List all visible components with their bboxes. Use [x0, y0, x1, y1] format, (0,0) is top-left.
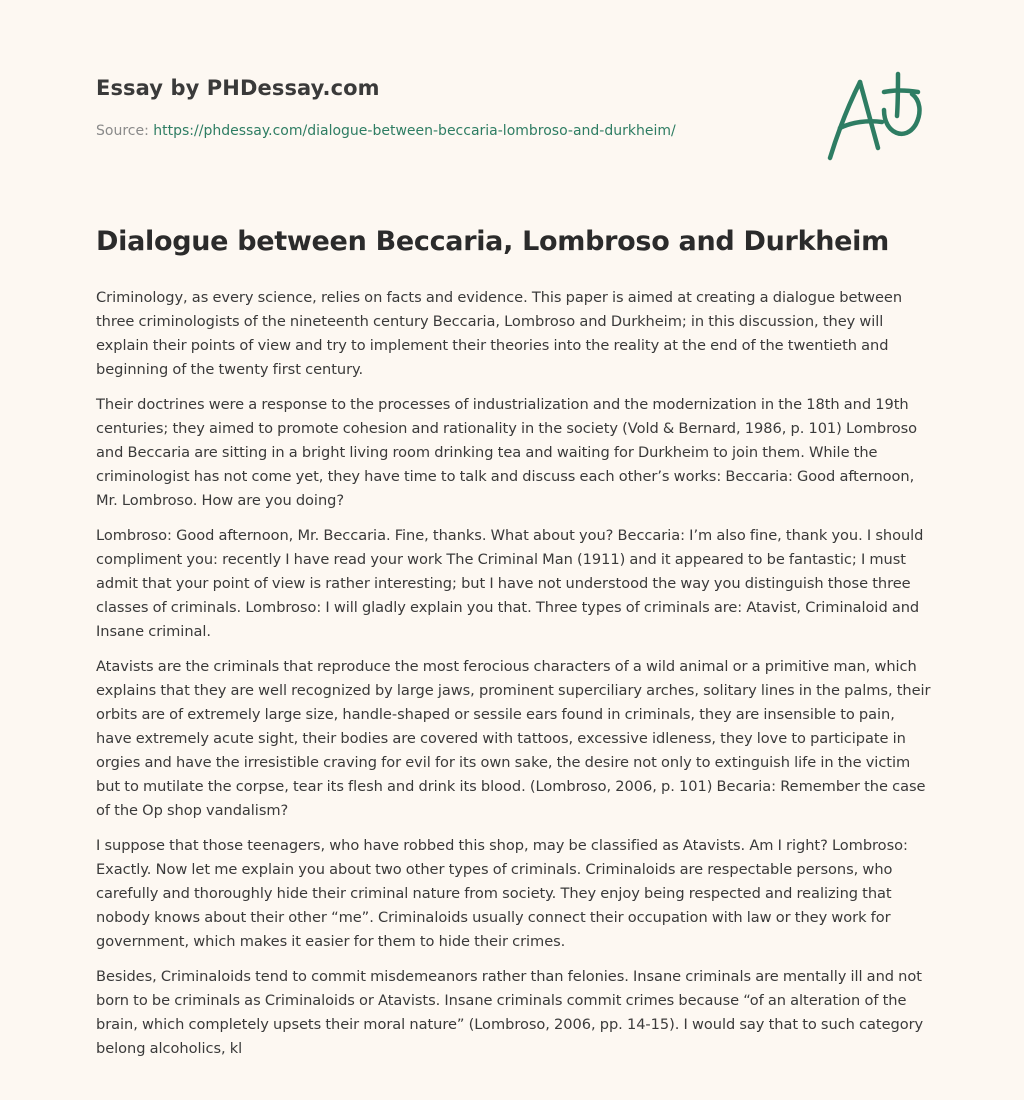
source-link[interactable]: https://phdessay.com/dialogue-between-beccaria-lombroso-and-durkheim/	[153, 123, 676, 139]
essay-body	[96, 286, 931, 1072]
source-line	[96, 123, 676, 139]
essay-paragraph: Lombroso: Good afternoon, Mr. Beccaria. Fine, thanks. What about you? Beccaria: I’m also fine, thank you. I should compliment you: recently I have read your work The Criminal Man (1911) and it appeared to be fantastic; I must admit that your point of view is rather interesting; but I have not understood the way you distinguish those three classes of criminals. Lombroso: I will gladly explain you that. Three types of criminals are: Atavist, Criminaloid and Insane criminal.	[96, 527, 924, 640]
essay-paragraph: Criminology, as every science, relies on facts and evidence. This paper is aimed at creating a dialogue between three criminologists of the nineteenth century Beccaria, Lombroso and Durkheim; in this discussion, they will explain their points of view and try to implement their theories into the reality at the end of the twentieth and beginning of the twenty first century.	[96, 289, 903, 378]
source-label: Source:	[96, 123, 149, 139]
essay-paragraph: Atavists are the criminals that reproduce the most ferocious characters of a wild animal or a primitive man, which explains that they are well recognized by large jaws, prominent superciliary arches, solitary lines in the palms, their orbits are of extremely large size, handle-shaped or sessile ears found in criminals, they are insensible to pain, have extremely acute sight, their bodies are covered with tattoos, excessive idleness, they love to participate in orgies and have the irresistible craving for evil for its own sake, the desire not only to extinguish life in the victim but to mutilate the corpse, tear its flesh and drink its blood. (Lombroso, 2006, p. 101) Becaria: Remember the case of the Op shop vandalism?	[96, 658, 931, 819]
essay-title: Dialogue between Beccaria, Lombroso and Durkheim	[96, 226, 889, 257]
a-plus-logo-icon	[822, 70, 928, 164]
essay-paragraph: Their doctrines were a response to the processes of industrialization and the modernization in the 18th and 19th centuries; they aimed to promote cohesion and rationality in the society (Vold & Bernard, 1986, p. 101) Lombroso and Beccaria are sitting in a bright living room drinking tea and waiting for Durkheim to join them. While the criminologist has not come yet, they have time to talk and discuss each other’s works: Beccaria: Good afternoon, Mr. Lombroso. How are you doing?	[96, 396, 918, 509]
essay-paragraph: I suppose that those teenagers, who have robbed this shop, may be classified as Atavists. Am I right? Lombroso: Exactly. Now let me explain you about two other types of criminals. Criminaloids are respectable persons, who carefully and thoroughly hide their criminal nature from society. They enjoy being respected and realizing that nobody knows about their other “me”. Criminaloids usually connect their occupation with law or they work for government, which makes it easier for them to hide their crimes.	[96, 837, 908, 950]
site-brand: Essay by PHDessay.com	[96, 76, 380, 100]
essay-paragraph: Besides, Criminaloids tend to commit misdemeanors rather than felonies. Insane criminals are mentally ill and not born to be criminals as Criminaloids or Atavists. Insane criminals commit crimes because “of an alteration of the brain, which completely upsets their moral nature” (Lombroso, 2006, pp. 14-15). I would say that to such category belong alcoholics, kl	[96, 968, 924, 1057]
